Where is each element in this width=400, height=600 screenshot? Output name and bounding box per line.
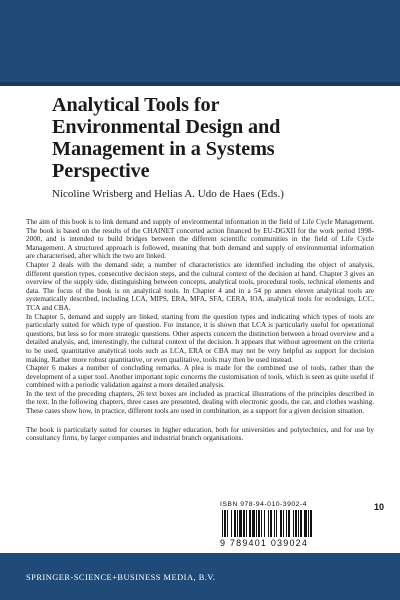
barcode-bar: [270, 510, 272, 537]
blurb-paragraph: Chapter 2 deals with the demand side; a number of characteristics are identified including the object of analysis, different question types, consecutive decision steps, and the cultural context of the decision at hand. Chapter 3 gives an overview of the supply side, distinguishing between concepts, analytical tools, procedural tools, technical elements and data. The focus of the book is on analytical tools. In Chapter 4 and in a 54 pp annex eleven analytical tools are systematically described, including LCA, MIPS, ERA, MFA, SFA, CERA, IOA, analytical tools for ecodesign, LCC, TCA and CBA.: [26, 260, 374, 312]
blurb-paragraph: In the text of the preceding chapters, 26 text boxes are included as practical illustrations of the principles described in the text. In the following chapters, three cases are presented, dealing with electronic goods, the car, and clothes washing. These cases show how, in practice, different tools are used in combination, as a support for a given decision situation.: [26, 389, 374, 416]
top-color-band: [0, 0, 400, 86]
barcode-bar: [252, 510, 255, 537]
barcode-bar: [234, 510, 236, 537]
cover-content: [26, 94, 374, 443]
barcode-bar: [237, 510, 238, 537]
barcode-bar: [256, 510, 257, 537]
barcode-digits: 9 789401 039024: [220, 538, 309, 548]
blurb-paragraph: The aim of this book is to link demand and supply of environmental information in the field of Life Cycle Management. The book is based on the results of the CHAINET concerted action financed by EU-DGXII for the work period 1998-2000, and is intended to build bridges between the different scientific communities in the field of Life Cycle Management. A structured approach is followed, meaning that both demand and supply of environmental information are characterised, after which the two are linked.: [26, 218, 374, 261]
barcode-bar: [295, 510, 297, 537]
barcode-bar: [264, 510, 265, 537]
barcode-bar: [258, 510, 260, 537]
barcode-bar: [288, 510, 290, 537]
barcode-bar: [268, 510, 269, 537]
title-line: Perspective: [52, 160, 150, 182]
title-line: Analytical Tools for: [52, 94, 220, 116]
barcode-bar: [276, 510, 277, 537]
barcode-bar: [308, 510, 309, 537]
barcode-bar: [261, 510, 262, 537]
barcode-bar: [249, 510, 251, 537]
isbn-barcode-block: [218, 501, 390, 549]
barcode-bar: [293, 510, 294, 537]
barcode-bar: [286, 510, 287, 537]
barcode-bar: [280, 510, 282, 537]
top-band-shadow: [0, 82, 400, 86]
barcode-bar: [300, 510, 302, 537]
book-title: [52, 94, 374, 182]
book-authors: Nicoline Wrisberg and Helias A. Udo de Haes (Eds.): [52, 188, 284, 200]
title-line: Environmental Design and: [52, 116, 281, 138]
closing-paragraph: The book is particularly suited for courses in higher education, both for universities and polytechnics, and for use by consultancy firms, by larger companies and industrial branch organisations.: [26, 425, 374, 443]
blurb-paragraph: In Chapter 5, demand and supply are linked, starting from the question types and indicating which types of tools are particularly suited for which type of question. For instance, it is shown that LCA is particularly useful for operational questions, but less so for more strategic questions. Other aspects concern the distinction between a broad overview and a detailed analysis, and, interestingly, the cultural context of the decision. It appears that without agreement on the criteria to be used, quantitative analytical tools such as LCA, ERA or CBA may not be very helpful as support for decision making. Rather more robust quantitative, or even qualitative, tools may then be used instead.: [26, 312, 374, 364]
barcode-bar: [246, 510, 247, 537]
barcode-bar: [227, 510, 228, 537]
isbn-addon: 10: [373, 502, 384, 512]
barcode-bar: [222, 510, 223, 537]
publisher-name: SPRINGER-SCIENCE+BUSINESS MEDIA, B.V.: [26, 573, 216, 582]
blurb: [26, 218, 374, 416]
barcode-bar: [283, 510, 284, 537]
barcode-bar: [243, 510, 245, 537]
isbn-label: ISBN 978-94-010-3902-4: [220, 501, 307, 508]
barcode-bar: [304, 510, 307, 537]
barcode-bar: [239, 510, 242, 537]
barcode: [220, 510, 370, 537]
barcode-bar: [274, 510, 275, 537]
title-line: Management in a Systems: [52, 138, 275, 160]
blurb-paragraph: Chapter 6 makes a number of concluding remarks. A plea is made for the combined use of tools, rather than the development of a super tool. Another important topic concerns the customisation of tools, which is seen as quite useful if combined with a periodic validation against a more detailed analysis.: [26, 364, 374, 390]
barcode-bar: [298, 510, 299, 537]
barcode-bar: [310, 510, 312, 537]
barcode-bar: [231, 510, 232, 537]
barcode-bar: [224, 510, 226, 537]
